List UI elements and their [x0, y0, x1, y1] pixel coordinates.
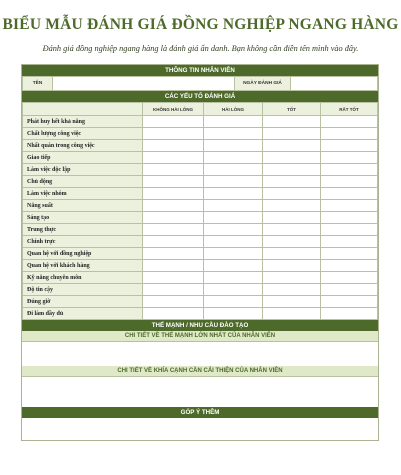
- criteria-label: Giao tiếp: [23, 152, 143, 164]
- rating-cell[interactable]: [263, 140, 321, 152]
- criteria-label: Sáng tạo: [23, 212, 143, 224]
- criteria-label: Làm việc nhóm: [23, 188, 143, 200]
- rating-cell[interactable]: [321, 140, 378, 152]
- rating-cell[interactable]: [204, 176, 263, 188]
- rating-cell[interactable]: [143, 284, 204, 296]
- criteria-row: [23, 284, 378, 296]
- comments-field[interactable]: [22, 418, 378, 440]
- page-title: BIỂU MẪU ĐÁNH GIÁ ĐỒNG NGHIỆP NGANG HÀNG: [2, 16, 399, 33]
- rating-cell[interactable]: [204, 140, 263, 152]
- criteria-label: Đúng giờ: [23, 296, 143, 308]
- rating-cell[interactable]: [263, 164, 321, 176]
- rating-cell[interactable]: [204, 212, 263, 224]
- rating-cell[interactable]: [204, 200, 263, 212]
- rating-cell[interactable]: [204, 128, 263, 140]
- rating-cell[interactable]: [321, 128, 378, 140]
- name-field[interactable]: [53, 77, 235, 91]
- rating-cell[interactable]: [143, 308, 204, 320]
- rating-cell[interactable]: [263, 212, 321, 224]
- criteria-label: Chính trực: [23, 236, 143, 248]
- criteria-label: Độ tin cậy: [23, 284, 143, 296]
- criteria-label: Đi làm đầy đủ: [23, 308, 143, 320]
- rating-cell[interactable]: [143, 296, 204, 308]
- criteria-header: CÁC YẾU TỐ ĐÁNH GIÁ: [22, 91, 378, 102]
- improvement-field[interactable]: [22, 376, 378, 407]
- rating-cell[interactable]: [263, 176, 321, 188]
- criteria-row: [23, 188, 378, 200]
- improvement-subheader: CHI TIẾT VỀ KHÍA CẠNH CẦN CẢI THIỆN CỦA NHÂN VIÊN: [22, 366, 378, 376]
- rating-cell[interactable]: [321, 188, 378, 200]
- date-label: NGÀY ĐÁNH GIÁ: [235, 77, 291, 91]
- rating-cell[interactable]: [321, 248, 378, 260]
- rating-cell[interactable]: [204, 116, 263, 128]
- rating-cell[interactable]: [321, 212, 378, 224]
- rating-cell[interactable]: [143, 188, 204, 200]
- rating-cell[interactable]: [321, 296, 378, 308]
- rating-cell[interactable]: [143, 176, 204, 188]
- rating-cell[interactable]: [143, 260, 204, 272]
- criteria-label: Phát huy hết khả năng: [23, 116, 143, 128]
- criteria-row: [23, 152, 378, 164]
- column-header: KHÔNG HÀI LÒNG: [143, 103, 204, 116]
- rating-cell[interactable]: [263, 152, 321, 164]
- criteria-label: Làm việc độc lập: [23, 164, 143, 176]
- rating-cell[interactable]: [321, 236, 378, 248]
- rating-cell[interactable]: [263, 116, 321, 128]
- column-header: [23, 103, 143, 116]
- date-field[interactable]: [291, 77, 378, 91]
- rating-cell[interactable]: [143, 236, 204, 248]
- rating-cell[interactable]: [263, 188, 321, 200]
- criteria-label: Chất lượng công việc: [23, 128, 143, 140]
- rating-cell[interactable]: [321, 308, 378, 320]
- column-header: RẤT TỐT: [321, 103, 378, 116]
- criteria-row: [23, 272, 378, 284]
- rating-cell[interactable]: [263, 308, 321, 320]
- criteria-label: Kỹ năng chuyên môn: [23, 272, 143, 284]
- criteria-label: Chủ động: [23, 176, 143, 188]
- rating-cell[interactable]: [321, 224, 378, 236]
- rating-cell[interactable]: [321, 152, 378, 164]
- criteria-row: [23, 296, 378, 308]
- criteria-row: [23, 212, 378, 224]
- strengths-field[interactable]: [22, 341, 378, 366]
- criteria-column-headers: [23, 103, 378, 116]
- rating-cell[interactable]: [263, 296, 321, 308]
- rating-cell[interactable]: [143, 152, 204, 164]
- criteria-label: Trung thực: [23, 224, 143, 236]
- rating-cell[interactable]: [204, 236, 263, 248]
- criteria-row: [23, 260, 378, 272]
- employee-info-header: THÔNG TIN NHÂN VIÊN: [22, 65, 378, 76]
- rating-cell[interactable]: [204, 152, 263, 164]
- column-header: TỐT: [263, 103, 321, 116]
- rating-cell[interactable]: [321, 284, 378, 296]
- page-subtitle: Đánh giá đồng nghiệp ngang hàng là đánh giá ẩn danh. Bạn không cần điền tên mình vào đây.: [42, 44, 359, 53]
- rating-cell[interactable]: [263, 224, 321, 236]
- column-header: HÀI LÒNG: [204, 103, 263, 116]
- employee-info-table: [22, 76, 378, 91]
- rating-cell[interactable]: [204, 308, 263, 320]
- rating-cell[interactable]: [143, 128, 204, 140]
- criteria-row: [23, 176, 378, 188]
- rating-cell[interactable]: [204, 272, 263, 284]
- rating-cell[interactable]: [204, 224, 263, 236]
- rating-cell[interactable]: [321, 260, 378, 272]
- criteria-row: [23, 236, 378, 248]
- criteria-row: [23, 140, 378, 152]
- evaluation-form: [21, 64, 379, 441]
- rating-cell[interactable]: [204, 260, 263, 272]
- strengths-subheader: CHI TIẾT VỀ THẾ MẠNH LỚN NHẤT CỦA NHÂN VIÊN: [22, 331, 378, 341]
- rating-cell[interactable]: [143, 200, 204, 212]
- rating-cell[interactable]: [263, 260, 321, 272]
- rating-cell[interactable]: [321, 164, 378, 176]
- criteria-row: [23, 164, 378, 176]
- criteria-row: [23, 116, 378, 128]
- rating-cell[interactable]: [204, 164, 263, 176]
- comments-header: GÓP Ý THÊM: [22, 407, 378, 418]
- rating-cell[interactable]: [143, 116, 204, 128]
- rating-cell[interactable]: [321, 116, 378, 128]
- criteria-label: Quan hệ với khách hàng: [23, 260, 143, 272]
- rating-cell[interactable]: [263, 284, 321, 296]
- rating-cell[interactable]: [143, 140, 204, 152]
- criteria-row: [23, 308, 378, 320]
- rating-cell[interactable]: [321, 200, 378, 212]
- rating-cell[interactable]: [204, 248, 263, 260]
- rating-cell[interactable]: [263, 272, 321, 284]
- criteria-label: Quan hệ với đồng nghiệp: [23, 248, 143, 260]
- rating-cell[interactable]: [263, 236, 321, 248]
- rating-cell[interactable]: [143, 272, 204, 284]
- criteria-row: [23, 200, 378, 212]
- rating-cell[interactable]: [204, 284, 263, 296]
- rating-cell[interactable]: [143, 164, 204, 176]
- strengths-header: THẾ MẠNH / NHU CẦU ĐÀO TẠO: [22, 320, 378, 331]
- rating-cell[interactable]: [143, 248, 204, 260]
- rating-cell[interactable]: [143, 212, 204, 224]
- criteria-label: Nhất quán trong công việc: [23, 140, 143, 152]
- rating-cell[interactable]: [263, 200, 321, 212]
- criteria-label: Năng suất: [23, 200, 143, 212]
- rating-cell[interactable]: [204, 188, 263, 200]
- rating-cell[interactable]: [321, 272, 378, 284]
- criteria-row: [23, 128, 378, 140]
- criteria-row: [23, 248, 378, 260]
- rating-cell[interactable]: [143, 224, 204, 236]
- name-label: TÊN: [23, 77, 53, 91]
- rating-cell[interactable]: [321, 176, 378, 188]
- rating-cell[interactable]: [263, 248, 321, 260]
- rating-cell[interactable]: [263, 128, 321, 140]
- criteria-table: [22, 102, 378, 320]
- rating-cell[interactable]: [204, 296, 263, 308]
- criteria-row: [23, 224, 378, 236]
